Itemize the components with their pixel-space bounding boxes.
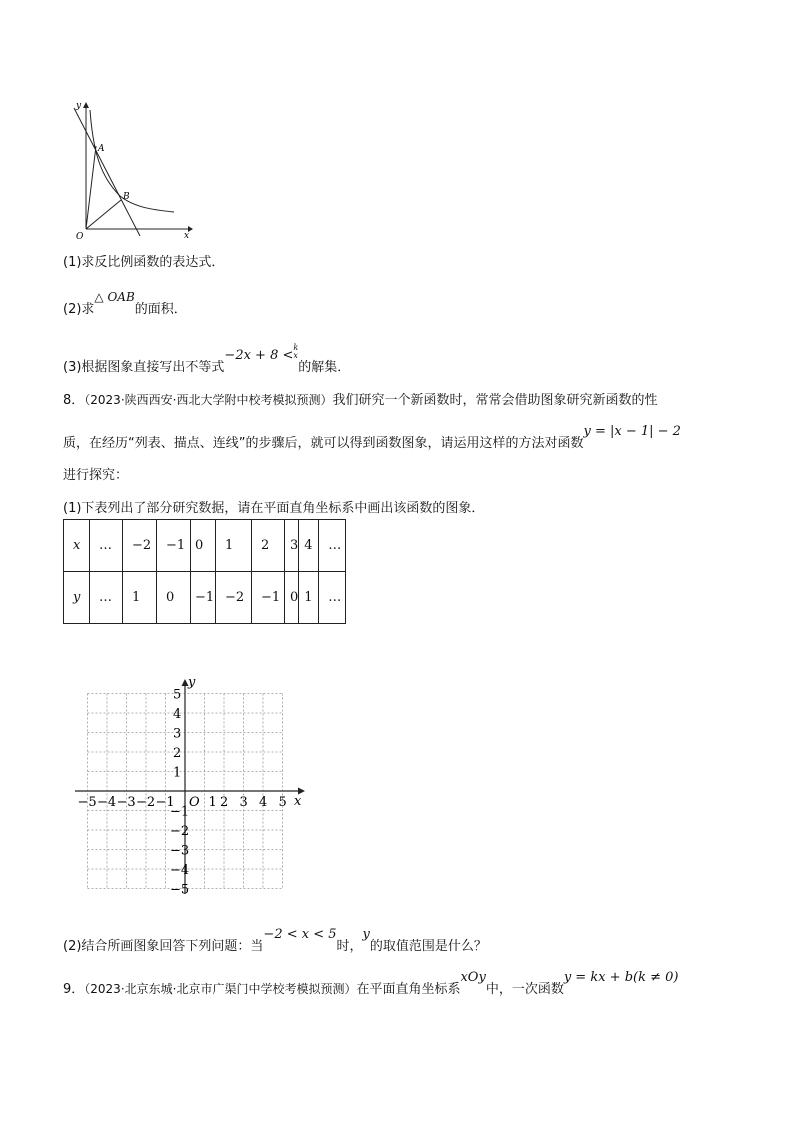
table-cell: −2 — [123, 520, 157, 572]
function-math: y = |x − 1| − 2 — [583, 424, 681, 439]
table-row — [64, 572, 346, 624]
y-tick-label: 4 — [173, 707, 182, 722]
table-cell: 4 — [299, 520, 319, 572]
y-tick-label: −1 — [170, 804, 190, 820]
y-tick-labels — [170, 688, 189, 898]
table-cell: 1 — [216, 520, 252, 572]
y-tick-label: −5 — [170, 882, 190, 898]
q8-line2: 质，在经历“列表、描点、连线”的步骤后，就可以得到函数图象，请运用这样的方法对函数y = |x − 1| − 2 — [63, 424, 681, 451]
q8-line1: 8．（2023·陕西西安·西北大学附中校考模拟预测）我们研究一个新函数时，常常会借助图象研究新函数的性 — [63, 393, 658, 408]
table-cell: −2 — [216, 572, 252, 624]
fig1-point-b-label: B — [123, 192, 130, 202]
inequality-math: −2x + 8 <k x — [224, 343, 299, 363]
x-tick-label: 4 — [259, 795, 268, 810]
table-cell: … — [90, 572, 123, 624]
x-tick-label: −4 — [97, 795, 117, 810]
q8-part2: (2)结合所画图象回答下列问题：当−2 < x < 5时，y的取值范围是什么？ — [63, 927, 487, 954]
table-cell: 0 — [157, 572, 191, 624]
x-tick-label: −5 — [77, 795, 97, 810]
linear-function-math: y = kx + b(k ≠ 0) — [563, 970, 679, 985]
table-cell: … — [319, 520, 346, 572]
table-cell: −1 — [252, 572, 285, 624]
table-cell: −1 — [191, 572, 216, 624]
q8-line3: 进行探究： — [63, 468, 129, 483]
y-tick-label: −3 — [170, 843, 190, 859]
table-cell: 0 — [191, 520, 216, 572]
table-cell: 1 — [123, 572, 157, 624]
q8-part1: (1)下表列出了部分研究数据，请在平面直角坐标系中画出该函数的图象． — [63, 501, 485, 516]
table-cell: y — [64, 572, 90, 624]
q7-part1: (1)求反比例函数的表达式． — [63, 255, 225, 270]
x-tick-label: 5 — [278, 795, 287, 810]
xoy-math: xOy — [460, 970, 486, 985]
fig1-y-label: y — [76, 101, 82, 111]
q7-part2: (2)求△ OAB的面积． — [63, 290, 187, 317]
q9-number: 9． — [63, 982, 85, 997]
y-tick-label: 3 — [173, 726, 182, 742]
data-table — [63, 519, 346, 624]
q8-source: （2023·陕西西安·西北大学附中校考模拟预测） — [84, 393, 333, 407]
x-tick-label: 2 — [220, 795, 229, 810]
fig1-x-label: x — [184, 231, 190, 241]
table-cell: 0 — [285, 572, 299, 624]
y-tick-label: 1 — [173, 765, 182, 781]
q9-source: （2023·北京东城·北京市广渠门中学校考模拟预测） — [84, 982, 357, 996]
y-tick-label: −4 — [170, 863, 190, 878]
table-cell: 2 — [252, 520, 285, 572]
q8-number: 8． — [63, 393, 85, 408]
y-tick-label: −2 — [170, 824, 190, 839]
x-tick-label: −3 — [116, 795, 136, 810]
x-tick-label: −1 — [155, 795, 175, 810]
grid-origin-label: O — [189, 795, 200, 810]
grid-y-axis-label: y — [188, 675, 196, 690]
y-math: y — [362, 927, 370, 942]
grid-x-axis-label: x — [294, 794, 302, 809]
x-tick-label: 1 — [208, 795, 217, 810]
triangle-oab-math: △ OAB — [94, 290, 135, 304]
q9-line1: 9．（2023·北京东城·北京市广渠门中学校考模拟预测）在平面直角坐标系xOy中，一次函数y = kx + b(k ≠ 0) — [63, 970, 679, 997]
figure-hyperbola-line — [70, 96, 200, 241]
table-row — [64, 520, 346, 572]
x-tick-label: −2 — [136, 795, 156, 810]
table-cell: 1 — [299, 572, 319, 624]
table-cell: 3 — [285, 520, 299, 572]
table-cell: x — [64, 520, 90, 572]
coordinate-grid — [70, 672, 310, 902]
y-tick-label: 2 — [173, 746, 182, 761]
table-cell: … — [90, 520, 123, 572]
range-math: −2 < x < 5 — [263, 927, 337, 942]
y-tick-label: 5 — [173, 687, 182, 703]
fig1-origin-label: O — [76, 232, 84, 241]
table-cell: … — [319, 572, 346, 624]
q7-part3: (3)根据图象直接写出不等式−2x + 8 <k x的解集． — [63, 343, 351, 375]
x-tick-label: 3 — [239, 795, 248, 810]
table-cell: −1 — [157, 520, 191, 572]
fig1-point-a-label: A — [98, 144, 105, 154]
